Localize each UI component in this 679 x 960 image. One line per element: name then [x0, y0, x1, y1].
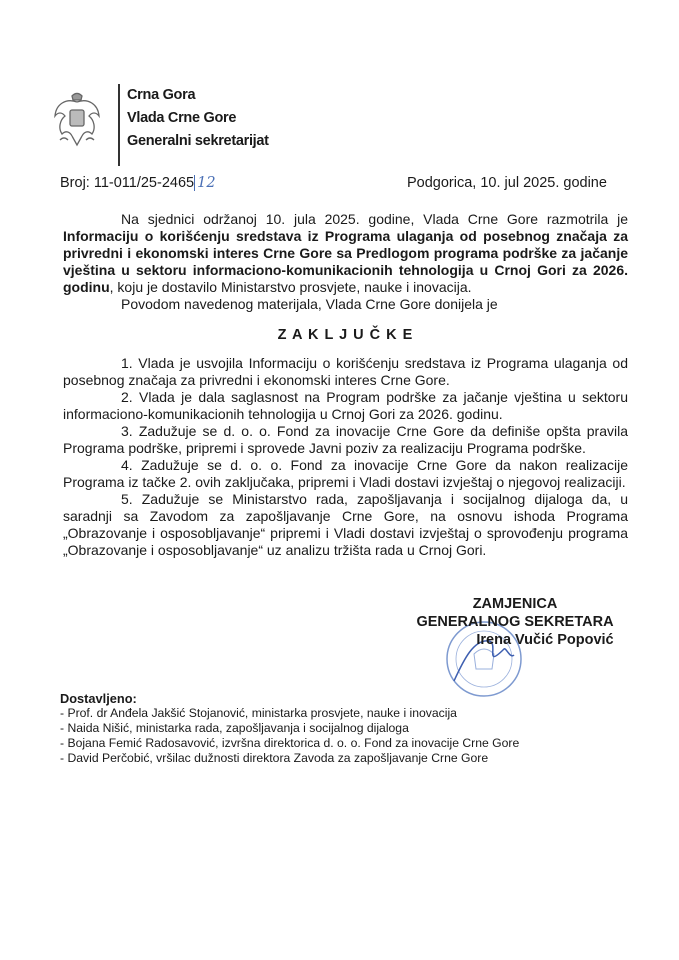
conclusion-item: 5. Zadužuje se Ministarstvo rada, zapošljavanja i socijalnog dijaloga da, u saradnji sa Zavodom za zapošljavanje Crne Gore, na osnovu ishoda Programa „Obrazovanje i osposobljavanje“ pripremi i Vladi dostavi izvještaj o sprovođenju programa „Obrazovanje i osposobljavanje“ uz analizu tržišta rada u Crnoj Gori. — [63, 491, 628, 558]
header-secretariat: Generalni sekretarijat — [127, 133, 269, 149]
header-divider — [118, 84, 120, 166]
signature-title2: GENERALNOG SEKRETARA — [416, 614, 614, 630]
conclusions-list — [63, 355, 628, 559]
header-government: Vlada Crne Gore — [127, 110, 237, 126]
conclusion-item: 3. Zadužuje se d. o. o. Fond za inovacije Crne Gore da definiše opšta pravila Programa podrške, pripremi i sprovede Javni poziv za realizaciju Programa podrške. — [63, 423, 628, 456]
signature-title1: ZAMJENICA — [472, 596, 558, 612]
reference-number — [60, 175, 216, 191]
delivered-list — [60, 691, 628, 766]
header-country: Crna Gora — [127, 87, 196, 103]
delivered-title: Dostavljeno: — [60, 691, 137, 706]
intro-paragraph — [63, 211, 628, 313]
intro-text-end: , koju je dostavilo Ministarstvo prosvjete, nauke i inovacija. — [109, 279, 472, 295]
handwritten-suffix: 12 — [194, 175, 215, 191]
signatory-name: Irena Vučić Popović — [476, 632, 614, 648]
conclusion-item: 1. Vlada je usvojila Informaciju o korišćenju sredstava iz Programa ulaganja od posebnog značaja za privredni i ekonomski interes Crne Gore. — [63, 355, 628, 388]
place-date: Podgorica, 10. jul 2025. godine — [407, 175, 607, 191]
delivered-item: - Naida Nišić, ministarka rada, zapošljavanja i socijalnog dijaloga — [60, 721, 409, 735]
conclusion-item: 4. Zadužuje se d. o. o. Fond za inovacije Crne Gore da nakon realizacije Programa iz tačke 2. ovih zaključaka, pripremi i Vladi dostavi izvještaj o njegovoj realizaciji. — [63, 457, 628, 490]
delivered-item: - Prof. dr Anđela Jakšić Stojanović, ministarka prosvjete, nauke i inovacija — [60, 706, 457, 720]
delivered-item: - David Perčobić, vršilac dužnosti direktora Zavoda za zapošljavanje Crne Gore — [60, 751, 489, 765]
intro-text: Na sjednici održanoj 10. jula 2025. godine, Vlada Crne Gore razmotrila je — [121, 211, 628, 227]
reference-number-text: Broj: 11-011/25-2465 — [60, 175, 195, 191]
signature-block — [400, 595, 630, 649]
signature-area — [63, 595, 628, 675]
conclusions-title: Z A K L J U Č K E — [277, 327, 414, 343]
document-body — [60, 211, 628, 766]
conclusion-item: 2. Vlada je dala saglasnost na Program podrške za jačanje vještina u sektoru informaciono-komunikacionih tehnologija u Crnoj Gori za 2026. godinu. — [63, 389, 628, 422]
intro-line2: Povodom navedenog materijala, Vlada Crne Gore donijela je — [121, 296, 498, 312]
intro-bold-title: Informaciju o korišćenju sredstava iz Programa ulaganja od posebnog značaja za privredni i ekonomski interes Crne Gore sa Predlogom programa podrške za jačanje vještina u sektoru informaciono-komunikacionih tehnologija u Crnoj Gori za 2026. godinu — [63, 228, 628, 295]
delivered-item: - Bojana Femić Radosavović, izvršna direktorica d. o. o. Fond za inovacije Crne Gore — [60, 736, 520, 750]
coat-of-arms-logo — [52, 90, 102, 148]
